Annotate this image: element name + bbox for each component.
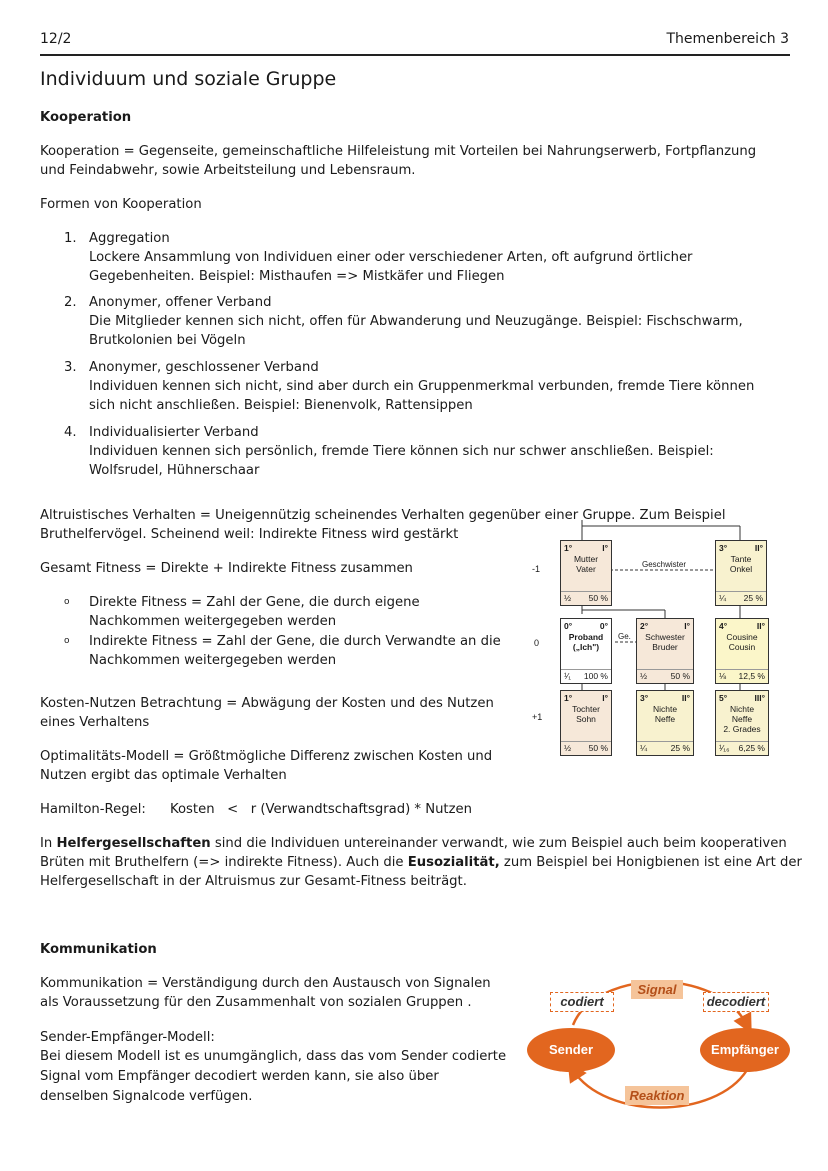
roman-degree: I° bbox=[602, 543, 608, 553]
altruismus-line-2: Bruthelfervögel. Scheinend weil: Indirekte Fitness wird gestärkt bbox=[40, 527, 459, 542]
relatedness-fraction: ¹⁄₁₆ bbox=[719, 743, 730, 753]
komm-definition-line-1: Kommunikation = Verständigung durch den Austausch von Signalen bbox=[40, 976, 491, 991]
relative-name-line: Tochter bbox=[572, 704, 600, 714]
list-number: 1. bbox=[64, 231, 77, 246]
bullet-marker: o bbox=[64, 636, 70, 646]
roman-degree: 0° bbox=[599, 621, 608, 631]
sender-node: Sender bbox=[527, 1028, 615, 1072]
hamilton-formula: Kosten < r (Verwandtschaftsgrad) * Nutzen bbox=[170, 802, 472, 817]
relative-name-line: Tante bbox=[730, 554, 752, 564]
list-item-text: Gegebenheiten. Beispiel: Misthaufen => Mistkäfer und Fliegen bbox=[89, 269, 505, 284]
topic-label: Themenbereich 3 bbox=[666, 31, 789, 47]
kinship-diagram bbox=[530, 520, 792, 760]
bullet-text: Nachkommen weitergegeben werden bbox=[89, 653, 337, 668]
roman-degree: II° bbox=[681, 693, 690, 703]
roman-degree: II° bbox=[756, 621, 765, 631]
degree-label: 2° bbox=[640, 621, 649, 631]
relatedness-fraction: ¼ bbox=[719, 593, 727, 603]
degree-label: 1° bbox=[564, 693, 573, 703]
formen-heading: Formen von Kooperation bbox=[40, 197, 202, 212]
kin-geschwister bbox=[636, 618, 694, 684]
list-item-text: Individuen kennen sich persönlich, fremde Tiere können sich nur schwer anschließen. Beispiel: bbox=[89, 444, 714, 459]
relative-name-line: Nichte bbox=[729, 704, 755, 714]
optimal-line-1: Optimalitäts-Modell = Größtmögliche Differenz zwischen Kosten und bbox=[40, 749, 493, 764]
definition-line-1: Kooperation = Gegenseite, gemeinschaftliche Hilfeleistung mit Vorteilen bei Nahrungserwerb, Fortpflanzung bbox=[40, 144, 757, 159]
empfaenger-node: Empfänger bbox=[700, 1028, 790, 1072]
roman-degree: II° bbox=[754, 543, 763, 553]
relative-name bbox=[561, 632, 611, 652]
modell-title: Sender-Empfänger-Modell: bbox=[40, 1030, 215, 1045]
degree-label: 3° bbox=[640, 693, 649, 703]
modell-line: Signal vom Empfänger decodiert werden kann, sie also über bbox=[40, 1069, 439, 1084]
relative-name bbox=[716, 632, 768, 652]
box-separator bbox=[637, 741, 693, 742]
relative-name bbox=[716, 554, 766, 574]
degree-label: 1° bbox=[564, 543, 573, 553]
page-number: 12/2 bbox=[40, 31, 72, 47]
relatedness-percent: 50 % bbox=[588, 593, 608, 603]
relative-name bbox=[716, 704, 768, 734]
hamilton-label: Hamilton-Regel: bbox=[40, 802, 146, 817]
roman-degree: III° bbox=[754, 693, 765, 703]
decodiert-label: decodiert bbox=[703, 992, 769, 1012]
kin-proband bbox=[560, 618, 612, 684]
kosten-line-1: Kosten-Nutzen Betrachtung = Abwägung der Kosten und des Nutzen bbox=[40, 696, 494, 711]
relative-name-line: Bruder bbox=[652, 642, 678, 652]
bullet-text: Nachkommen weitergegeben werden bbox=[89, 614, 337, 629]
list-item-text: Die Mitglieder kennen sich nicht, offen für Abwanderung und Neuzugänge. Beispiel: Fischschwarm, bbox=[89, 314, 743, 329]
list-item-text: Brutkolonien bei Vögeln bbox=[89, 333, 246, 348]
relatedness-fraction: ½ bbox=[640, 671, 648, 681]
relative-name-line: Mutter bbox=[573, 554, 599, 564]
komm-definition-line-2: als Voraussetzung für den Zusammenhalt von sozialen Gruppen . bbox=[40, 995, 472, 1010]
relatedness-fraction: ½ bbox=[564, 593, 572, 603]
kin-tochter-sohn bbox=[560, 690, 612, 756]
relative-name bbox=[637, 632, 693, 652]
relative-name-line: Neffe bbox=[731, 714, 753, 724]
list-item-title: Aggregation bbox=[89, 231, 170, 246]
list-number: 2. bbox=[64, 295, 77, 310]
heading-kooperation: Kooperation bbox=[40, 110, 132, 125]
relative-name-line: Proband bbox=[568, 632, 604, 642]
generation-label: 0 bbox=[534, 638, 540, 648]
codiert-label: codiert bbox=[550, 992, 614, 1012]
relative-name bbox=[561, 554, 611, 574]
relative-name-line: Schwester bbox=[645, 632, 685, 642]
geschwister-label: Geschwister bbox=[642, 560, 687, 569]
box-separator bbox=[561, 741, 611, 742]
relatedness-fraction: ⅛ bbox=[719, 671, 727, 681]
page-title: Individuum und soziale Gruppe bbox=[40, 68, 337, 90]
list-item-text: Individuen kennen sich nicht, sind aber durch ein Gruppenmerkmal verbunden, fremde Tiere können bbox=[89, 379, 755, 394]
relatedness-percent: 12,5 % bbox=[738, 671, 765, 681]
relative-name-line: Cousin bbox=[728, 642, 756, 652]
box-separator bbox=[637, 669, 693, 670]
bullet-text: Direkte Fitness = Zahl der Gene, die durch eigene bbox=[89, 595, 420, 610]
relatedness-fraction: ½ bbox=[564, 743, 572, 753]
degree-label: 3° bbox=[719, 543, 728, 553]
definition-line-2: und Feindabwehr, sowie Arbeitsteilung und Lebensraum. bbox=[40, 163, 416, 178]
helfer-text: zum Beispiel bei Honigbienen ist eine Art der bbox=[499, 855, 802, 870]
kosten-line-2: eines Verhaltens bbox=[40, 715, 150, 730]
list-item-title: Anonymer, geschlossener Verband bbox=[89, 360, 319, 375]
helfer-line-3: Helfergesellschaft in der Altruismus zur Gesamt-Fitness beiträgt. bbox=[40, 874, 467, 889]
list-item-text: Wolfsrudel, Hühnerschaar bbox=[89, 463, 260, 478]
list-item-text: Lockere Ansammlung von Individuen einer oder verschiedener Arten, oft aufgrund örtlicher bbox=[89, 250, 693, 265]
relative-name-line: Vater bbox=[576, 564, 596, 574]
list-number: 3. bbox=[64, 360, 77, 375]
generation-label: +1 bbox=[532, 712, 543, 722]
list-item-title: Anonymer, offener Verband bbox=[89, 295, 272, 310]
helfer-line-2 bbox=[40, 853, 802, 873]
relative-name bbox=[637, 704, 693, 724]
list-item-title: Individualisierter Verband bbox=[89, 425, 259, 440]
gesamt-fitness: Gesamt Fitness = Direkte + Indirekte Fitness zusammen bbox=[40, 561, 413, 576]
relatedness-percent: 100 % bbox=[583, 671, 608, 681]
box-separator bbox=[561, 669, 611, 670]
modell-line: denselben Signalcode verfügen. bbox=[40, 1089, 253, 1104]
bullet-text: Indirekte Fitness = Zahl der Gene, die durch Verwandte an die bbox=[89, 634, 501, 649]
relative-name-line: Neffe bbox=[654, 714, 676, 724]
box-separator bbox=[716, 669, 768, 670]
relative-name-line: Sohn bbox=[576, 714, 596, 724]
relative-name bbox=[561, 704, 611, 724]
generation-label: -1 bbox=[532, 564, 541, 574]
reaktion-label: Reaktion bbox=[625, 1086, 689, 1105]
modell-line: Bei diesem Modell ist es unumgänglich, dass das vom Sender codierte bbox=[40, 1049, 507, 1064]
box-separator bbox=[561, 591, 611, 592]
relatedness-percent: 50 % bbox=[670, 671, 690, 681]
helfer-keyword: Helfergesellschaften bbox=[56, 836, 211, 851]
relative-name-line: 2. Grades bbox=[723, 724, 761, 734]
sender-receiver-diagram bbox=[525, 970, 790, 1115]
roman-degree: I° bbox=[602, 693, 608, 703]
relative-name-line: Cousine bbox=[726, 632, 758, 642]
helfer-text: sind die Individuen untereinander verwandt, wie zum Beispiel auch beim kooperativen bbox=[210, 836, 787, 851]
kin-nichte-neffe bbox=[636, 690, 694, 756]
list-item-text: sich nicht anschließen. Beispiel: Bienenvolk, Rattensippen bbox=[89, 398, 473, 413]
header-divider bbox=[40, 54, 790, 56]
degree-label: 5° bbox=[719, 693, 728, 703]
list-number: 4. bbox=[64, 425, 77, 440]
relatedness-fraction: ¹⁄₁ bbox=[564, 671, 572, 681]
relatedness-percent: 50 % bbox=[588, 743, 608, 753]
helfer-line-1 bbox=[40, 834, 787, 854]
relatedness-percent: 25 % bbox=[670, 743, 690, 753]
degree-label: 0° bbox=[564, 621, 573, 631]
degree-label: 4° bbox=[719, 621, 728, 631]
relatedness-percent: 6,25 % bbox=[738, 743, 765, 753]
helfer-text: Brüten mit Bruthelfern (=> indirekte Fitness). Auch die bbox=[40, 855, 408, 870]
optimal-line-2: Nutzen ergibt das optimale Verhalten bbox=[40, 768, 287, 783]
kin-mutter-vater bbox=[560, 540, 612, 606]
bullet-marker: o bbox=[64, 597, 70, 607]
kin-nichte-neffe-2 bbox=[715, 690, 769, 756]
relatedness-fraction: ¼ bbox=[640, 743, 648, 753]
relative-name-line: Onkel bbox=[729, 564, 753, 574]
relatedness-percent: 25 % bbox=[743, 593, 763, 603]
roman-degree: I° bbox=[684, 621, 690, 631]
box-separator bbox=[716, 741, 768, 742]
kin-tante-onkel bbox=[715, 540, 767, 606]
box-separator bbox=[716, 591, 766, 592]
kin-cousin bbox=[715, 618, 769, 684]
eusozialitaet-keyword: Eusozialität, bbox=[407, 855, 500, 870]
altruismus-line-1: Altruistisches Verhalten = Uneigennützig scheinendes Verhalten gegenüber einer Gruppe. Zum Beispiel bbox=[40, 508, 726, 523]
ge-label: Ge. bbox=[618, 632, 631, 641]
relative-name-line: („Ich") bbox=[572, 642, 600, 652]
heading-kommunikation: Kommunikation bbox=[40, 942, 157, 957]
relative-name-line: Nichte bbox=[652, 704, 678, 714]
helfer-text: In bbox=[40, 836, 57, 851]
signal-label: Signal bbox=[631, 980, 683, 999]
